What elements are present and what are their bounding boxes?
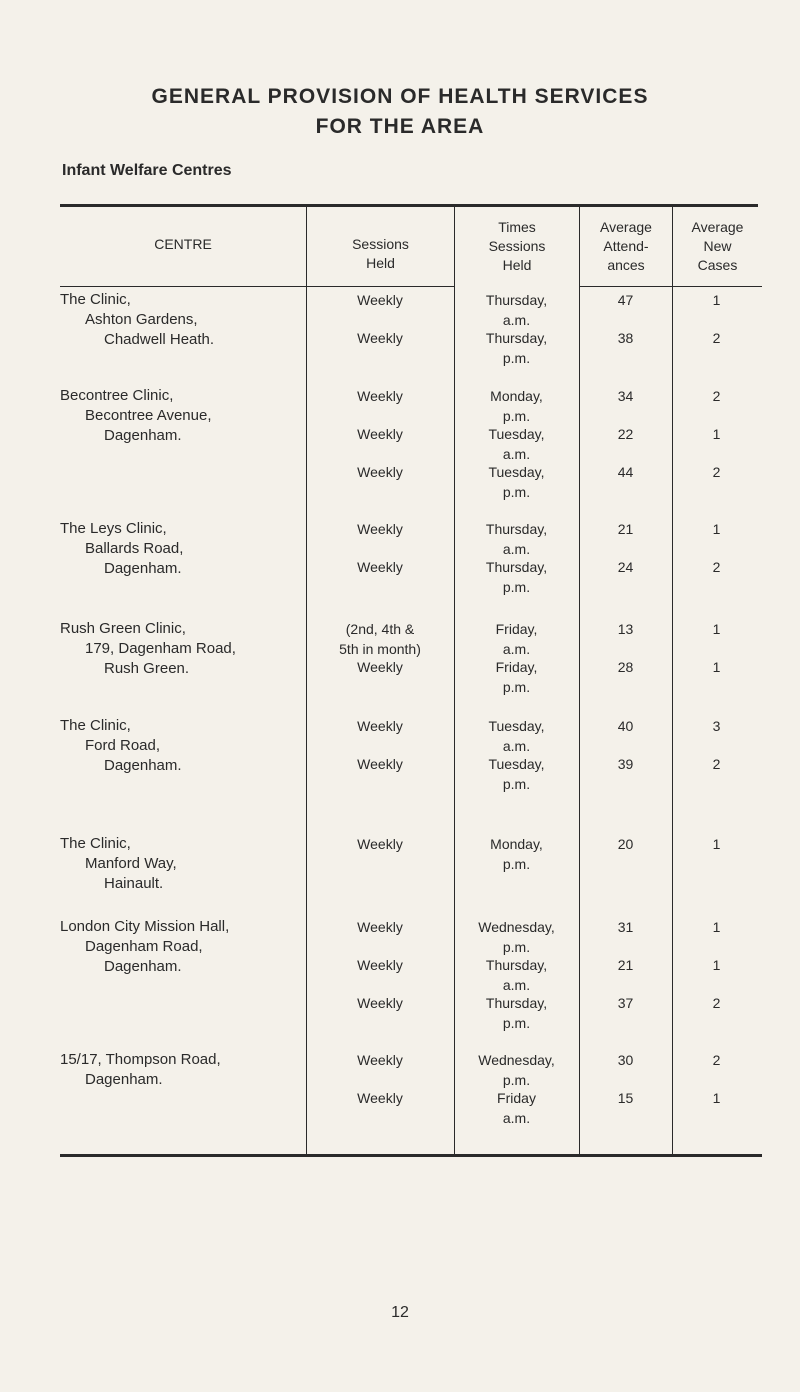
session-time-cell <box>455 619 578 659</box>
average-new-cases-cell: 2 <box>712 559 721 575</box>
session-time-line: Friday, <box>495 621 538 637</box>
session-time-line: a.m. <box>502 541 531 557</box>
session-time-line: a.m. <box>502 977 531 993</box>
header-new-cases-line-2: New <box>703 238 732 254</box>
centre-name-line: The Clinic, <box>60 717 131 734</box>
average-new-cases-cell: 2 <box>712 388 721 404</box>
session-time-cell <box>455 1088 578 1128</box>
header-new-cases-line-3: Cases <box>697 257 738 273</box>
column-divider <box>306 207 307 1157</box>
header-attendances-line-2: Attend- <box>603 238 649 254</box>
session-time-cell <box>455 834 578 874</box>
centre-name <box>60 619 305 679</box>
header-rule <box>307 286 454 287</box>
average-new-cases-cell: 1 <box>712 426 721 442</box>
average-attendances-cell: 39 <box>617 756 634 772</box>
average-new-cases-cell: 1 <box>712 292 721 308</box>
sessions-held-cell <box>307 917 453 937</box>
centre-name-line: The Clinic, <box>60 291 131 308</box>
average-attendances-cell: 21 <box>617 521 634 537</box>
average-new-cases-cell: 3 <box>712 718 721 734</box>
average-attendances-cell: 13 <box>617 621 634 637</box>
sessions-held-cell <box>307 290 453 310</box>
session-time-line: a.m. <box>502 312 531 328</box>
sessions-held-line: Weekly <box>357 957 403 973</box>
session-time-cell <box>455 917 578 957</box>
session-time-line: a.m. <box>502 446 531 462</box>
average-attendances-cell: 20 <box>617 836 634 852</box>
column-divider <box>672 207 673 1157</box>
infant-welfare-table <box>60 204 762 1159</box>
centre-name-line: The Clinic, <box>60 835 131 852</box>
sessions-held-cell <box>307 993 453 1013</box>
session-time-line: Wednesday, <box>478 919 555 935</box>
centre-name-line: London City Mission Hall, <box>60 918 230 935</box>
session-time-line: a.m. <box>502 1110 531 1126</box>
sessions-held-cell <box>307 386 453 406</box>
session-time-cell <box>455 716 578 756</box>
average-new-cases-cell: 2 <box>712 330 721 346</box>
session-time-cell <box>455 290 578 330</box>
centre-name-line: Hainault. <box>104 875 164 892</box>
sessions-held-cell <box>307 519 453 539</box>
centre-name-line: 15/17, Thompson Road, <box>60 1051 221 1068</box>
average-attendances-cell: 22 <box>617 426 634 442</box>
session-time-cell <box>455 993 578 1033</box>
average-attendances-cell: 44 <box>617 464 634 480</box>
session-time-line: p.m. <box>502 679 531 695</box>
average-new-cases-cell: 2 <box>712 756 721 772</box>
average-new-cases-cell: 2 <box>712 1052 721 1068</box>
sessions-held-line: Weekly <box>357 426 403 442</box>
column-divider <box>579 207 580 1157</box>
header-times-line-2: Sessions <box>488 238 546 254</box>
session-time-cell <box>455 519 578 559</box>
centre-name <box>60 1050 305 1090</box>
table-top-rule <box>60 204 758 207</box>
session-time-line: p.m. <box>502 1015 531 1031</box>
session-time-line: Thursday, <box>485 559 548 575</box>
sessions-held-line: Weekly <box>357 718 403 734</box>
centre-name <box>60 519 305 579</box>
session-time-line: a.m. <box>502 738 531 754</box>
session-time-line: Monday, <box>490 836 543 852</box>
sessions-held-line: Weekly <box>357 388 403 404</box>
page-number: 12 <box>391 1304 409 1321</box>
header-centre-text: CENTRE <box>154 236 212 252</box>
average-attendances-cell: 24 <box>617 559 634 575</box>
session-time-line: p.m. <box>502 350 531 366</box>
centre-name <box>60 917 305 977</box>
sessions-held-cell <box>307 424 453 444</box>
sessions-held-line: Weekly <box>357 659 403 675</box>
centre-name-line: Ashton Gardens, <box>85 311 198 328</box>
sessions-held-cell <box>307 1088 453 1108</box>
session-time-line: Monday, <box>490 388 543 404</box>
session-time-line: Thursday, <box>485 521 548 537</box>
centre-name-line: The Leys Clinic, <box>60 520 167 537</box>
header-attendances-line-1: Average <box>600 219 652 235</box>
sessions-held-line: (2nd, 4th & <box>345 621 415 637</box>
average-new-cases-cell: 1 <box>712 1090 721 1106</box>
session-time-line: p.m. <box>502 939 531 955</box>
session-time-line: p.m. <box>502 408 531 424</box>
sessions-held-line: Weekly <box>357 1052 403 1068</box>
centre-name <box>60 716 305 776</box>
centre-name-line: Becontree Clinic, <box>60 387 174 404</box>
sessions-held-cell <box>307 557 453 577</box>
sessions-held-cell <box>307 716 453 736</box>
header-rule <box>580 286 672 287</box>
session-time-line: Tuesday, <box>488 756 545 772</box>
sessions-held-line: Weekly <box>357 292 403 308</box>
average-new-cases-cell: 1 <box>712 659 721 675</box>
centre-name-line: Chadwell Heath. <box>104 331 215 348</box>
header-average-attendances <box>580 218 672 275</box>
sessions-held-line: Weekly <box>357 521 403 537</box>
session-time-line: p.m. <box>502 579 531 595</box>
average-attendances-cell: 21 <box>617 957 634 973</box>
session-time-line: Thursday, <box>485 330 548 346</box>
sessions-held-cell <box>307 1050 453 1070</box>
session-time-line: p.m. <box>502 856 531 872</box>
sessions-held-line: Weekly <box>357 559 403 575</box>
centre-name-line: Dagenham Road, <box>85 938 203 955</box>
session-time-line: Friday, <box>495 659 538 675</box>
header-average-new-cases <box>673 218 762 275</box>
average-attendances-cell: 30 <box>617 1052 634 1068</box>
header-times-sessions-held <box>455 218 579 275</box>
session-time-line: Tuesday, <box>488 426 545 442</box>
header-rule <box>673 286 762 287</box>
header-new-cases-line-1: Average <box>691 219 744 235</box>
sessions-held-line: Weekly <box>357 1090 403 1106</box>
session-time-line: Friday <box>497 1090 536 1106</box>
sessions-held-line: Weekly <box>357 919 403 935</box>
centre-name-line: Dagenham. <box>104 958 182 975</box>
centre-name-line: Dagenham. <box>104 427 182 444</box>
centre-name <box>60 386 305 446</box>
section-title: Infant Welfare Centres <box>62 162 232 179</box>
page-title-line-1: GENERAL PROVISION OF HEALTH SERVICES <box>151 85 649 108</box>
session-time-line: Tuesday, <box>488 718 545 734</box>
average-attendances-cell: 37 <box>617 995 634 1011</box>
centre-name <box>60 834 305 894</box>
average-new-cases-cell: 1 <box>712 919 721 935</box>
average-new-cases-cell: 1 <box>712 621 721 637</box>
header-centre <box>60 235 306 254</box>
header-attendances-line-3: ances <box>607 257 645 273</box>
session-time-cell <box>455 386 578 426</box>
header-rule <box>60 286 306 287</box>
centre-name-line: Ford Road, <box>85 737 161 754</box>
session-time-line: p.m. <box>502 776 531 792</box>
header-sessions-line-2: Held <box>366 255 395 271</box>
sessions-held-cell <box>307 619 453 659</box>
session-time-cell <box>455 424 578 464</box>
centre-name-line: Dagenham. <box>104 560 182 577</box>
session-time-cell <box>455 955 578 995</box>
average-attendances-cell: 28 <box>617 659 634 675</box>
session-time-cell <box>455 657 578 697</box>
header-times-line-3: Held <box>502 257 532 273</box>
table-bottom-rule <box>60 1154 762 1157</box>
session-time-cell <box>455 328 578 368</box>
sessions-held-line: Weekly <box>357 995 403 1011</box>
average-new-cases-cell: 1 <box>712 521 721 537</box>
session-time-cell <box>455 462 578 502</box>
session-time-line: Tuesday, <box>488 464 545 480</box>
page-title <box>0 82 800 142</box>
centre-name-line: Becontree Avenue, <box>85 407 212 424</box>
average-attendances-cell: 38 <box>617 330 634 346</box>
average-new-cases-cell: 1 <box>712 836 721 852</box>
centre-name <box>60 290 305 350</box>
session-time-line: Thursday, <box>485 292 548 308</box>
centre-name-line: Manford Way, <box>85 855 177 872</box>
centre-name-line: Dagenham. <box>104 757 182 774</box>
session-time-cell <box>455 557 578 597</box>
centre-name-line: Ballards Road, <box>85 540 184 557</box>
centre-name-line: Rush Green. <box>104 660 190 677</box>
sessions-held-cell <box>307 657 453 677</box>
session-time-line: p.m. <box>502 1072 531 1088</box>
sessions-held-line: Weekly <box>357 330 403 346</box>
sessions-held-cell <box>307 754 453 774</box>
centre-name-line: Rush Green Clinic, <box>60 620 186 637</box>
page-title-line-2: FOR THE AREA <box>315 115 485 138</box>
sessions-held-cell <box>307 328 453 348</box>
header-times-line-1: Times <box>498 219 536 235</box>
average-attendances-cell: 47 <box>617 292 634 308</box>
sessions-held-line: Weekly <box>357 756 403 772</box>
session-time-line: Thursday, <box>485 995 548 1011</box>
average-new-cases-cell: 2 <box>712 464 721 480</box>
average-new-cases-cell: 2 <box>712 995 721 1011</box>
header-sessions-held <box>307 235 454 273</box>
average-new-cases-cell: 1 <box>712 957 721 973</box>
average-attendances-cell: 34 <box>617 388 634 404</box>
sessions-held-line: Weekly <box>357 836 403 852</box>
average-attendances-cell: 31 <box>617 919 634 935</box>
session-time-line: Wednesday, <box>478 1052 555 1068</box>
sessions-held-line: 5th in month) <box>339 641 421 657</box>
sessions-held-cell <box>307 955 453 975</box>
sessions-held-line: Weekly <box>357 464 403 480</box>
session-time-line: a.m. <box>502 641 531 657</box>
average-attendances-cell: 15 <box>617 1090 634 1106</box>
sessions-held-cell <box>307 462 453 482</box>
session-time-line: p.m. <box>502 484 531 500</box>
session-time-cell <box>455 1050 578 1090</box>
average-attendances-cell: 40 <box>617 718 634 734</box>
centre-name-line: Dagenham. <box>85 1071 163 1088</box>
centre-name-line: 179, Dagenham Road, <box>85 640 236 657</box>
session-time-cell <box>455 754 578 794</box>
header-sessions-line-1: Sessions <box>352 236 409 252</box>
session-time-line: Thursday, <box>485 957 548 973</box>
sessions-held-cell <box>307 834 453 854</box>
